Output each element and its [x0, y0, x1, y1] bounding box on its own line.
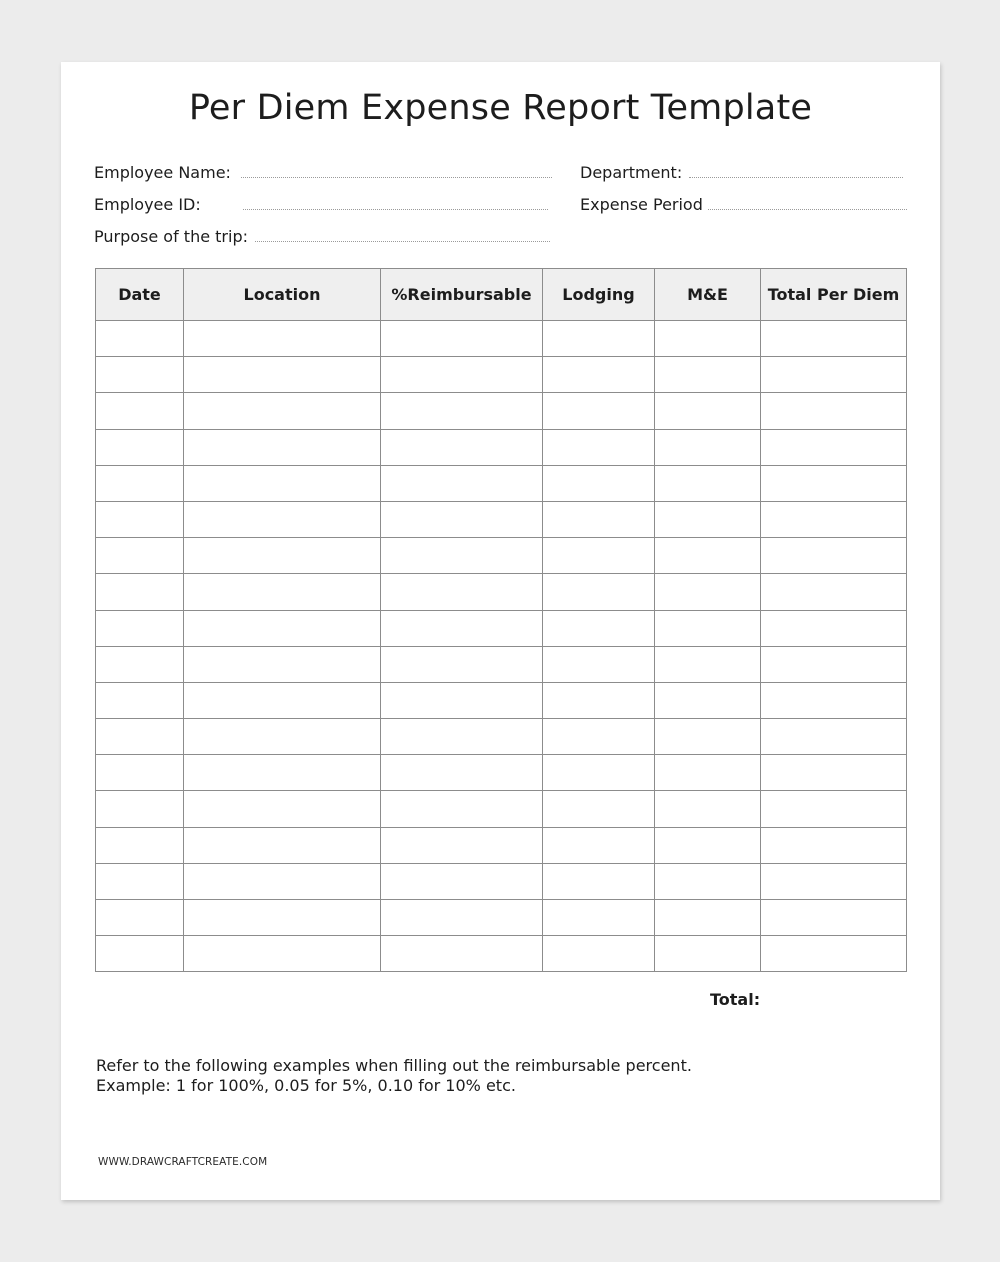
cell-date[interactable] [96, 321, 184, 357]
cell-reimbursable[interactable] [381, 827, 543, 863]
cell-date[interactable] [96, 682, 184, 718]
table-row [96, 501, 907, 537]
cell-location[interactable] [184, 791, 381, 827]
table-row [96, 429, 907, 465]
cell-lodging[interactable] [543, 610, 655, 646]
cell-total-per-diem[interactable] [761, 719, 907, 755]
cell-lodging[interactable] [543, 538, 655, 574]
cell-date[interactable] [96, 574, 184, 610]
cell-lodging[interactable] [543, 357, 655, 393]
cell-total-per-diem[interactable] [761, 827, 907, 863]
cell-total-per-diem[interactable] [761, 936, 907, 972]
cell-total-per-diem[interactable] [761, 682, 907, 718]
expense-table [95, 268, 907, 972]
table-header-row [96, 269, 907, 321]
purpose-field [94, 227, 550, 249]
cell-location[interactable] [184, 538, 381, 574]
cell-lodging[interactable] [543, 719, 655, 755]
cell-total-per-diem[interactable] [761, 321, 907, 357]
cell-reimbursable[interactable] [381, 791, 543, 827]
cell-location[interactable] [184, 610, 381, 646]
cell-date[interactable] [96, 936, 184, 972]
cell-date[interactable] [96, 646, 184, 682]
cell-location[interactable] [184, 321, 381, 357]
cell-me[interactable] [655, 646, 761, 682]
table-row [96, 791, 907, 827]
header-location: Location [184, 269, 381, 321]
cell-total-per-diem[interactable] [761, 900, 907, 936]
cell-date[interactable] [96, 501, 184, 537]
cell-lodging[interactable] [543, 900, 655, 936]
cell-location[interactable] [184, 465, 381, 501]
cell-me[interactable] [655, 574, 761, 610]
total-label: Total: [710, 990, 761, 1009]
cell-lodging[interactable] [543, 827, 655, 863]
table-row [96, 719, 907, 755]
note-line-1: Refer to the following examples when filling out the reimbursable percent. [96, 1056, 692, 1075]
cell-date[interactable] [96, 357, 184, 393]
table-row [96, 465, 907, 501]
department-input-line[interactable] [689, 163, 903, 178]
cell-me[interactable] [655, 682, 761, 718]
table-row [96, 393, 907, 429]
cell-location[interactable] [184, 429, 381, 465]
cell-total-per-diem[interactable] [761, 863, 907, 899]
employee-name-label: Employee Name: [94, 163, 231, 182]
header-reimbursable: %Reimbursable [381, 269, 543, 321]
cell-location[interactable] [184, 900, 381, 936]
cell-reimbursable[interactable] [381, 429, 543, 465]
reimbursable-note [96, 1056, 692, 1096]
employee-name-field [94, 163, 552, 185]
cell-reimbursable[interactable] [381, 538, 543, 574]
cell-lodging[interactable] [543, 682, 655, 718]
cell-lodging[interactable] [543, 574, 655, 610]
cell-date[interactable] [96, 900, 184, 936]
cell-lodging[interactable] [543, 429, 655, 465]
header-me: M&E [655, 269, 761, 321]
expense-period-label: Expense Period [580, 195, 703, 214]
cell-reimbursable[interactable] [381, 610, 543, 646]
cell-date[interactable] [96, 465, 184, 501]
cell-reimbursable[interactable] [381, 936, 543, 972]
cell-date[interactable] [96, 755, 184, 791]
cell-reimbursable[interactable] [381, 465, 543, 501]
table-body [96, 321, 907, 972]
table-row [96, 357, 907, 393]
cell-me[interactable] [655, 357, 761, 393]
cell-location[interactable] [184, 646, 381, 682]
cell-reimbursable[interactable] [381, 321, 543, 357]
table-row [96, 900, 907, 936]
cell-me[interactable] [655, 755, 761, 791]
cell-lodging[interactable] [543, 646, 655, 682]
cell-lodging[interactable] [543, 863, 655, 899]
cell-me[interactable] [655, 719, 761, 755]
header-total-per-diem: Total Per Diem [761, 269, 907, 321]
cell-reimbursable[interactable] [381, 574, 543, 610]
purpose-label: Purpose of the trip: [94, 227, 248, 246]
expense-period-input-line[interactable] [708, 195, 907, 210]
cell-date[interactable] [96, 863, 184, 899]
cell-me[interactable] [655, 863, 761, 899]
cell-date[interactable] [96, 719, 184, 755]
cell-me[interactable] [655, 538, 761, 574]
cell-location[interactable] [184, 719, 381, 755]
cell-total-per-diem[interactable] [761, 393, 907, 429]
cell-lodging[interactable] [543, 936, 655, 972]
expense-period-field [580, 195, 907, 217]
cell-lodging[interactable] [543, 501, 655, 537]
cell-location[interactable] [184, 936, 381, 972]
table-row [96, 682, 907, 718]
cell-me[interactable] [655, 393, 761, 429]
table-row [96, 863, 907, 899]
header-date: Date [96, 269, 184, 321]
cell-me[interactable] [655, 827, 761, 863]
cell-lodging[interactable] [543, 393, 655, 429]
employee-id-label: Employee ID: [94, 195, 201, 214]
cell-date[interactable] [96, 610, 184, 646]
cell-date[interactable] [96, 393, 184, 429]
employee-name-input-line[interactable] [241, 163, 552, 178]
cell-reimbursable[interactable] [381, 900, 543, 936]
cell-lodging[interactable] [543, 465, 655, 501]
note-line-2: Example: 1 for 100%, 0.05 for 5%, 0.10 for 10% etc. [96, 1076, 516, 1095]
cell-me[interactable] [655, 610, 761, 646]
cell-location[interactable] [184, 755, 381, 791]
cell-total-per-diem[interactable] [761, 429, 907, 465]
cell-location[interactable] [184, 863, 381, 899]
cell-me[interactable] [655, 465, 761, 501]
footer-website: WWW.DRAWCRAFTCREATE.COM [98, 1156, 268, 1168]
table-row [96, 610, 907, 646]
page-title: Per Diem Expense Report Template [188, 88, 813, 128]
cell-location[interactable] [184, 501, 381, 537]
table-row [96, 755, 907, 791]
cell-me[interactable] [655, 501, 761, 537]
document-page [61, 62, 940, 1200]
cell-lodging[interactable] [543, 755, 655, 791]
table-row [96, 538, 907, 574]
cell-total-per-diem[interactable] [761, 646, 907, 682]
cell-reimbursable[interactable] [381, 646, 543, 682]
table-row [96, 827, 907, 863]
header-lodging: Lodging [543, 269, 655, 321]
employee-id-field [94, 195, 548, 217]
table-row [96, 646, 907, 682]
cell-me[interactable] [655, 936, 761, 972]
cell-location[interactable] [184, 682, 381, 718]
cell-date[interactable] [96, 429, 184, 465]
cell-date[interactable] [96, 827, 184, 863]
table-row [96, 936, 907, 972]
cell-total-per-diem[interactable] [761, 538, 907, 574]
cell-total-per-diem[interactable] [761, 465, 907, 501]
cell-me[interactable] [655, 321, 761, 357]
employee-id-input-line[interactable] [243, 195, 548, 210]
cell-location[interactable] [184, 393, 381, 429]
cell-location[interactable] [184, 574, 381, 610]
cell-me[interactable] [655, 429, 761, 465]
cell-total-per-diem[interactable] [761, 574, 907, 610]
cell-reimbursable[interactable] [381, 719, 543, 755]
cell-lodging[interactable] [543, 791, 655, 827]
table-row [96, 574, 907, 610]
department-field [580, 163, 903, 185]
cell-reimbursable[interactable] [381, 501, 543, 537]
cell-reimbursable[interactable] [381, 755, 543, 791]
cell-date[interactable] [96, 791, 184, 827]
cell-location[interactable] [184, 827, 381, 863]
cell-reimbursable[interactable] [381, 863, 543, 899]
cell-lodging[interactable] [543, 321, 655, 357]
cell-total-per-diem[interactable] [761, 755, 907, 791]
cell-total-per-diem[interactable] [761, 791, 907, 827]
cell-me[interactable] [655, 791, 761, 827]
cell-reimbursable[interactable] [381, 393, 543, 429]
cell-total-per-diem[interactable] [761, 610, 907, 646]
cell-me[interactable] [655, 900, 761, 936]
cell-date[interactable] [96, 538, 184, 574]
cell-location[interactable] [184, 357, 381, 393]
table-row [96, 321, 907, 357]
department-label: Department: [580, 163, 683, 182]
cell-reimbursable[interactable] [381, 357, 543, 393]
purpose-input-line[interactable] [255, 227, 550, 242]
cell-total-per-diem[interactable] [761, 357, 907, 393]
cell-reimbursable[interactable] [381, 682, 543, 718]
cell-total-per-diem[interactable] [761, 501, 907, 537]
